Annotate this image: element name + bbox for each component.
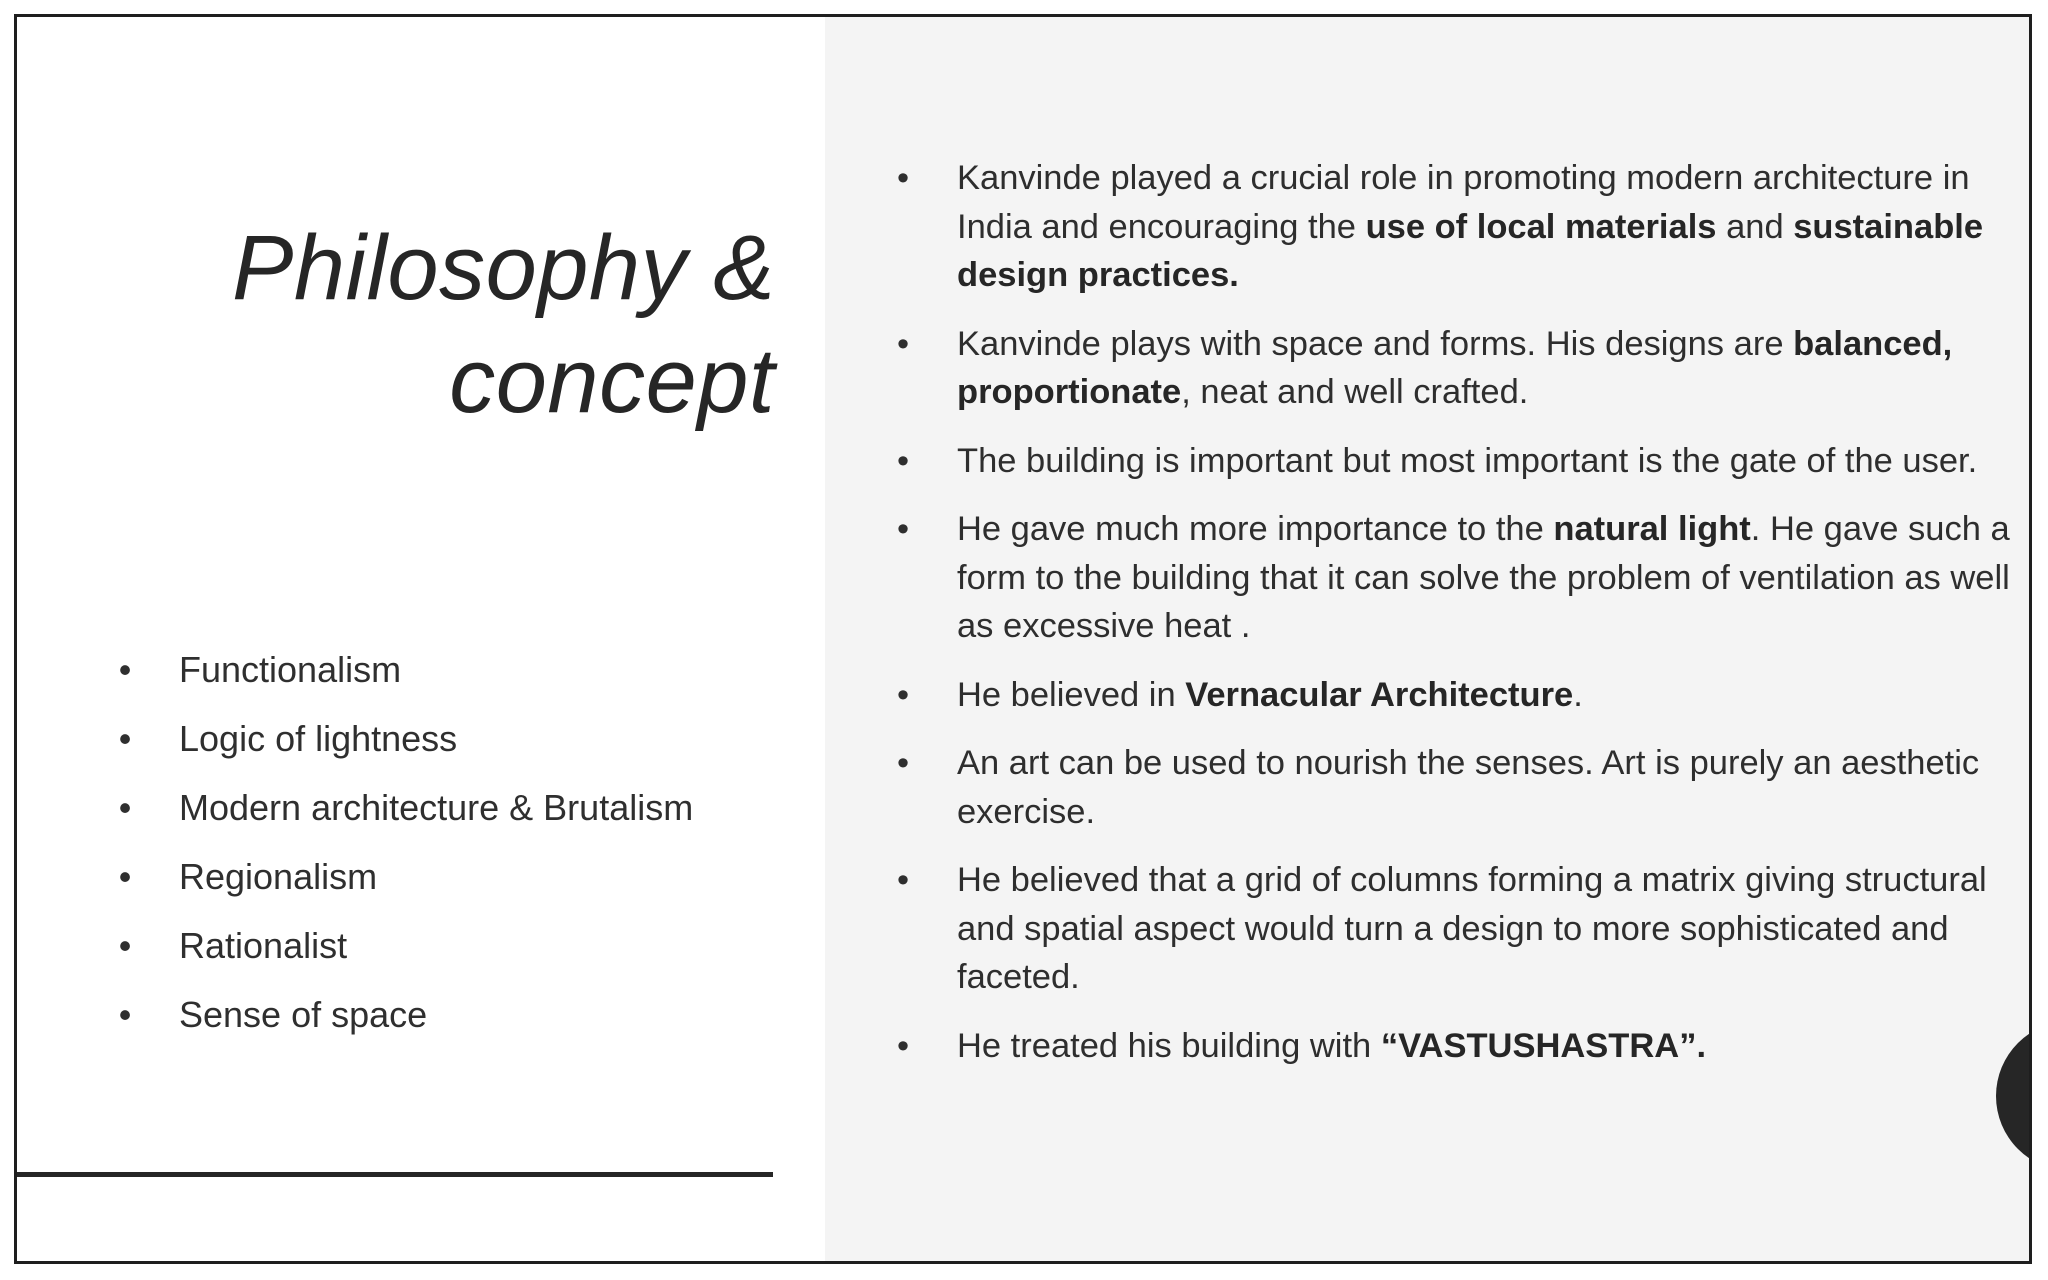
- bullet-icon: •: [118, 925, 132, 966]
- concept-keyword-text: Sense of space: [179, 994, 428, 1035]
- philosophy-point-text: [957, 861, 1987, 996]
- text-segment: He believed that a grid of columns forming a matrix giving structural and spatial aspect would turn a design to more sophisticated and faceted.: [957, 861, 1987, 996]
- philosophy-point-text: [957, 510, 2010, 645]
- bullet-icon: •: [118, 718, 132, 759]
- concept-keyword-item: [105, 926, 693, 966]
- bullet-icon: •: [118, 787, 132, 828]
- philosophy-point-item: [883, 1022, 2032, 1071]
- text-segment: and: [1716, 207, 1794, 246]
- bullet-icon: •: [118, 649, 132, 690]
- bullet-icon: •: [896, 324, 910, 363]
- emphasized-text: use of local materials: [1365, 207, 1717, 246]
- philosophy-point-item: [883, 320, 2032, 417]
- concept-keyword-text: Rationalist: [179, 925, 348, 966]
- bullet-icon: •: [896, 159, 910, 197]
- philosophy-point-text: [957, 159, 1983, 294]
- concept-keyword-item: [105, 857, 693, 897]
- philosophy-points-list: [883, 154, 2032, 1090]
- emphasized-text: sustainable design practices.: [957, 207, 1984, 294]
- emphasized-text: natural light: [1553, 510, 1751, 548]
- emphasized-text: Vernacular Architecture: [1185, 675, 1574, 714]
- concept-keywords-list: [105, 650, 693, 1064]
- text-segment: The building is important but most important is the gate of the user.: [957, 441, 1978, 480]
- text-segment: , neat and well crafted.: [1181, 373, 1529, 411]
- philosophy-point-item: [883, 671, 2032, 720]
- concept-keyword-text: Regionalism: [179, 856, 378, 897]
- philosophy-point-text: [957, 744, 1979, 831]
- concept-keyword-text: Modern architecture & Brutalism: [179, 787, 694, 828]
- philosophy-point-item: [883, 739, 2032, 836]
- philosophy-point-item: [883, 154, 2032, 300]
- emphasized-text: balanced, proportionate: [957, 324, 1953, 411]
- bullet-icon: •: [896, 861, 910, 899]
- text-segment: He gave much more importance to the: [957, 510, 1554, 548]
- concept-keyword-text: Logic of lightness: [179, 718, 458, 759]
- slide: [14, 14, 2032, 1264]
- text-segment: .: [1573, 675, 1583, 714]
- philosophy-point-item: [883, 856, 2032, 1002]
- text-segment: He treated his building with: [957, 1026, 1381, 1065]
- concept-keyword-item: [105, 788, 693, 828]
- concept-keyword-item: [105, 650, 693, 690]
- philosophy-point-item: [883, 437, 2032, 486]
- bullet-icon: •: [118, 994, 132, 1035]
- text-segment: . He gave such a form to the building that it can solve the problem of ventilation as well as excessive heat .: [957, 510, 2010, 645]
- text-segment: Kanvinde played a crucial role in promoting modern architecture in India and encouraging the: [957, 159, 1970, 246]
- bullet-icon: •: [896, 441, 910, 480]
- slide-title-line-1: Philosophy &: [232, 217, 775, 319]
- emphasized-text: “VASTUSHASTRA”.: [1380, 1026, 1707, 1065]
- bullet-icon: •: [118, 856, 132, 897]
- horizontal-divider: [17, 1172, 773, 1177]
- philosophy-point-text: [957, 1027, 1706, 1065]
- philosophy-point-text: [957, 325, 1952, 412]
- text-segment: Kanvinde plays with space and forms. His designs are: [957, 324, 1794, 363]
- slide-title: [232, 212, 775, 438]
- concept-keyword-item: [105, 719, 693, 759]
- text-segment: He believed in: [957, 675, 1186, 714]
- concept-keyword-item: [105, 995, 693, 1035]
- bullet-icon: •: [896, 510, 910, 548]
- concept-keyword-text: Functionalism: [179, 649, 402, 690]
- philosophy-point-text: [957, 442, 1977, 480]
- bullet-icon: •: [896, 744, 910, 782]
- philosophy-point-text: [957, 676, 1583, 714]
- slide-title-line-2: concept: [449, 330, 775, 432]
- philosophy-point-item: [883, 505, 2032, 651]
- bullet-icon: •: [896, 1026, 910, 1065]
- text-segment: An art can be used to nourish the senses. Art is purely an aesthetic exercise.: [957, 744, 1980, 831]
- bullet-icon: •: [896, 675, 910, 714]
